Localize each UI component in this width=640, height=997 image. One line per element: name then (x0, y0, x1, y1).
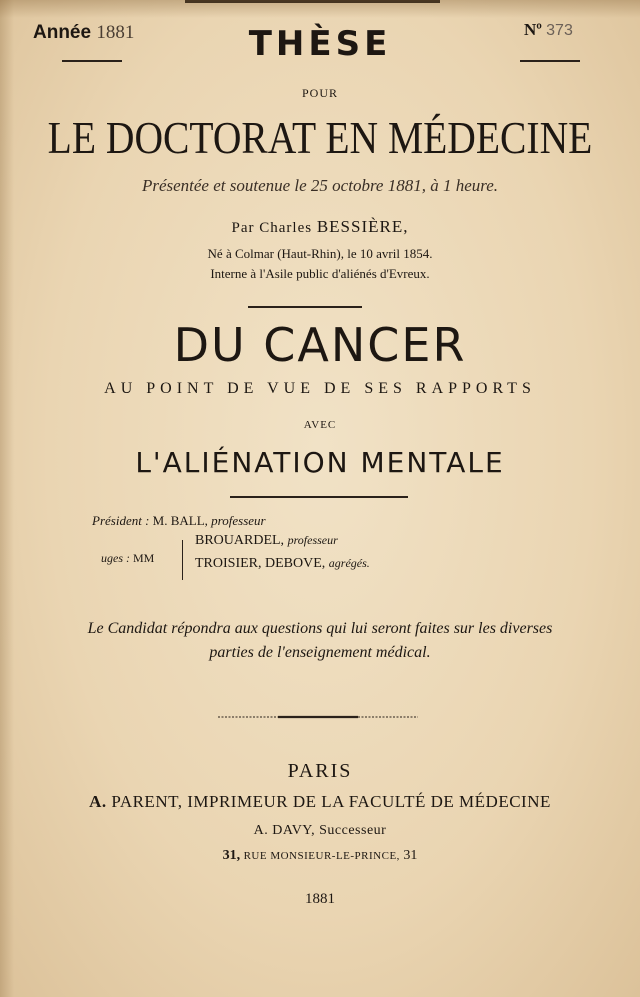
judge1-role: professeur (287, 533, 338, 547)
judge2-names: TROISIER, DEBOVE, (195, 556, 326, 571)
judge1-name: BROUARDEL, (195, 533, 285, 548)
subject-subtitle: AU POINT DE VUE DE SES RAPPORTS (104, 380, 536, 397)
section-divider (248, 306, 362, 308)
street-name: RUE MONSIEUR-LE-PRINCE, (243, 850, 400, 862)
candidate-notice (0, 617, 640, 665)
presentation-date: Présentée et soutenue le 25 octobre 1881, à 1 heure. (141, 176, 499, 195)
imprint-city: PARIS (287, 760, 353, 782)
pour-text: POUR (301, 86, 338, 100)
juges-label: uges : (101, 551, 130, 565)
subject-divider (230, 496, 408, 498)
annee-year: 1881 (96, 22, 135, 43)
street-number-2: 31 (403, 848, 418, 863)
author-name: BESSIÈRE, (316, 217, 409, 236)
president-title: M. (152, 513, 168, 528)
jury-bracket (182, 540, 183, 580)
numero-word: Nº (524, 20, 542, 39)
jury-president (92, 513, 266, 529)
jury-judge-1 (195, 533, 338, 549)
subject-avec: AVEC (303, 419, 337, 431)
imprint-printer (0, 792, 640, 812)
president-label: Président : (92, 513, 150, 528)
annee-word: Année (33, 22, 92, 43)
jury-juges-label (101, 551, 154, 566)
imprint-successor: A. DAVY, Successeur (253, 823, 387, 838)
subject-heading: DU CANCER (173, 318, 467, 372)
top-rule (185, 0, 440, 3)
imprint-address (0, 848, 640, 864)
these-heading: THÈSE (248, 24, 392, 64)
juges-title: MM (133, 551, 155, 565)
imprint-year: 1881 (305, 891, 335, 907)
printer-initial: A. (89, 792, 107, 811)
president-role: professeur (211, 513, 266, 528)
numero-value: 373 (546, 22, 573, 39)
author-position: Interne à l'Asile public d'aliénés d'Evreux. (210, 266, 430, 281)
doctorat-heading: LE DOCTORAT EN MÉDECINE (47, 112, 593, 163)
notice-line-1: Le Candidat répondra aux questions qui lui seront faites sur les diverses (87, 620, 553, 637)
ornament-rule (218, 714, 418, 720)
jury-judge-2 (195, 556, 370, 572)
street-number: 31, (222, 848, 241, 863)
president-name: BALL, (170, 513, 208, 528)
author-birth: Né à Colmar (Haut-Rhin), le 10 avril 1854. (207, 246, 433, 261)
subject-alienation: L'ALIÉNATION MENTALE (135, 446, 505, 479)
author-line (0, 217, 640, 237)
par-label: Par Charles (231, 220, 313, 236)
printer-name: PARENT, IMPRIMEUR DE LA FACULTÉ DE MÉDECINE (111, 792, 551, 811)
notice-line-2: parties de l'enseignement médical. (209, 644, 431, 661)
judge2-role: agrégés. (328, 556, 370, 570)
